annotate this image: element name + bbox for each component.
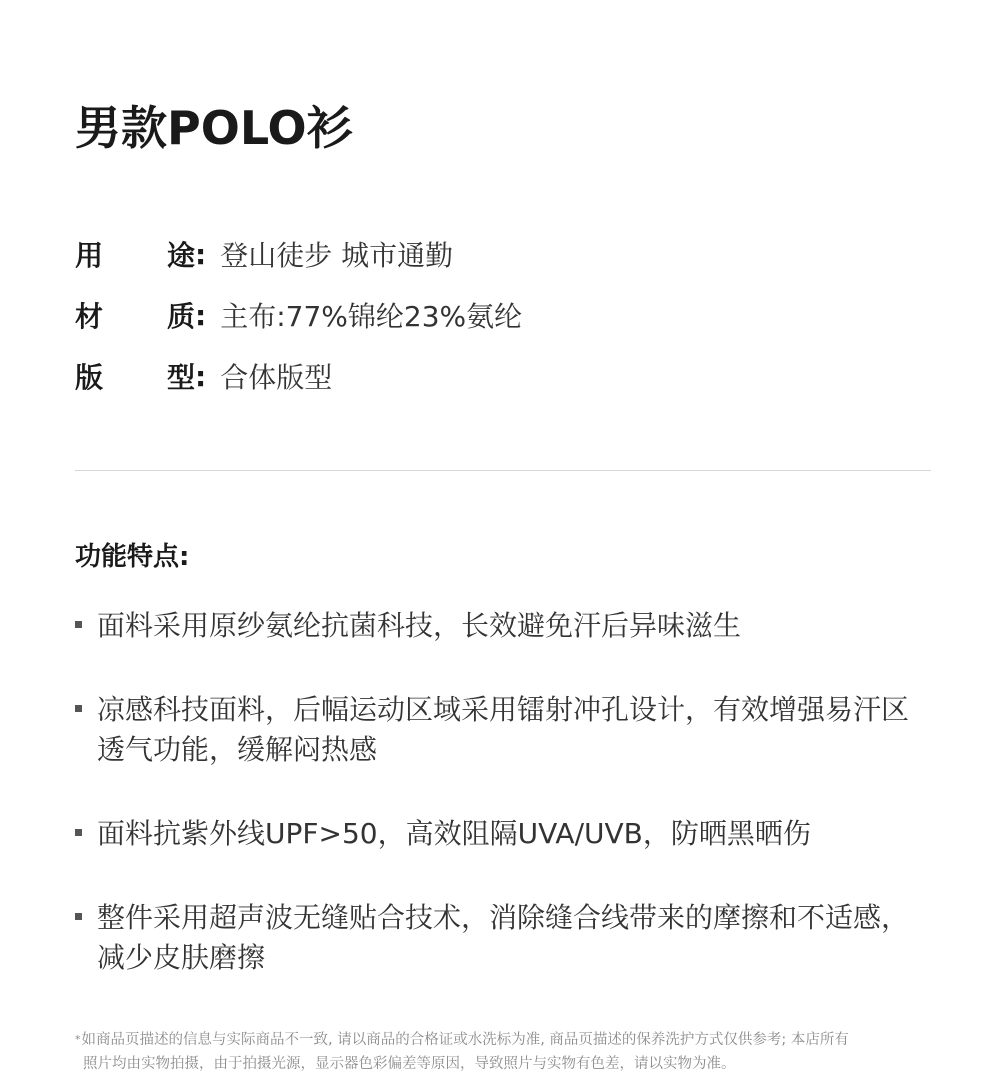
features-heading: 功能特点: [75, 542, 190, 572]
disclaimer-line: 照片均由实物拍摄，由于拍摄光源，显示器色彩偏差等原因，导致照片与实物有色差，请以实物为准。 [83, 1056, 736, 1072]
spec-value: 合体版型 [220, 361, 333, 394]
asterisk-mark: * [75, 1033, 81, 1046]
square-bullet-icon [75, 913, 82, 920]
feature-item [75, 814, 811, 854]
square-bullet-icon [75, 829, 82, 836]
section-divider [75, 470, 931, 471]
feature-item [75, 690, 935, 770]
spec-value: 登山徒步 城市通勤 [220, 239, 454, 272]
spec-label-char2: 质 [167, 300, 196, 333]
spec-label-char1: 用 [75, 239, 104, 272]
disclaimer-text: 如商品页描述的信息与实际商品不一致, 请以商品的合格证或水洗标为准, 商品页描述的保养洗护方式仅供参考; 本店所有 [81, 1032, 849, 1048]
disclaimer-line [75, 1028, 945, 1052]
spec-label-char2: 型 [167, 361, 196, 394]
feature-text: 面料采用原纱氨纶抗菌科技，长效避免汗后异味滋生 [97, 609, 742, 642]
feature-text: 面料抗紫外线UPF>50，高效阻隔UVA/UVB，防晒黑晒伤 [97, 817, 811, 850]
disclaimer-note [75, 1028, 945, 1076]
spec-list [75, 232, 522, 415]
spec-label-char1: 材 [75, 300, 104, 333]
spec-label-char2: 途 [167, 239, 196, 272]
spec-value: 主布:77%锦纶23%氨纶 [220, 300, 523, 333]
square-bullet-icon [75, 705, 82, 712]
spec-row-usage [75, 232, 522, 276]
feature-text: 整件采用超声波无缝贴合技术，消除缝合线带来的摩擦和不适感，减少皮肤磨擦 [97, 901, 910, 974]
spec-colon: : [195, 298, 207, 332]
square-bullet-icon [75, 621, 82, 628]
spec-colon: : [195, 237, 207, 271]
spec-row-material [75, 293, 522, 337]
spec-colon: : [195, 359, 207, 393]
feature-item [75, 898, 935, 978]
feature-text: 凉感科技面料，后幅运动区域采用镭射冲孔设计，有效增强易汗区透气功能，缓解闷热感 [97, 693, 910, 766]
spec-row-fit [75, 354, 522, 398]
spec-label-char1: 版 [75, 361, 104, 394]
feature-item [75, 606, 741, 646]
page-title: 男款POLO衫 [75, 101, 353, 155]
